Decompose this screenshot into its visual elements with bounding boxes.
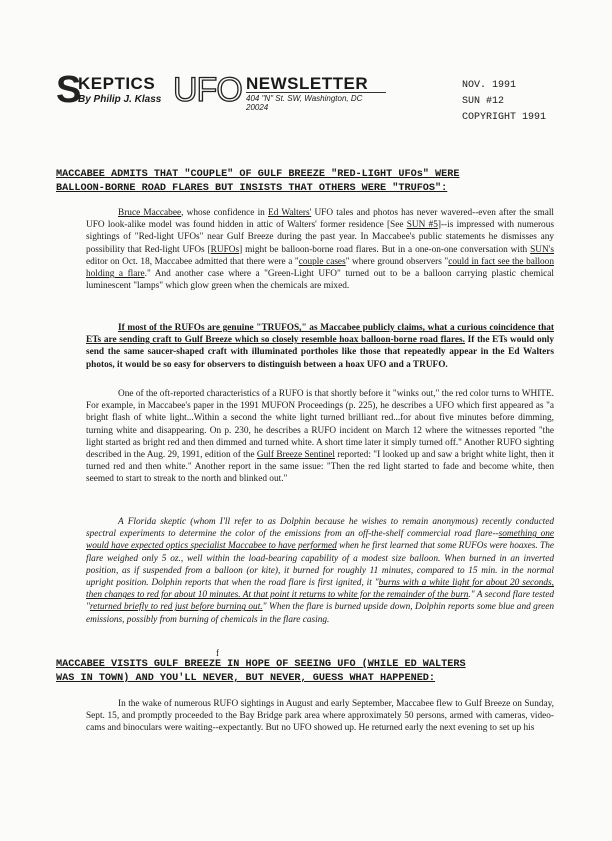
headline-2-line-2: WAS IN TOWN) AND YOU'LL NEVER, BUT NEVER, GUESS WHAT HAPPENED:	[56, 673, 436, 684]
issue-info	[462, 78, 546, 126]
masthead-byline: By Philip J. Klass	[78, 94, 162, 105]
paragraph-maccabee-visit: In the wake of numerous RUFO sightings in August and early September, Maccabee flew to Gulf Breeze on Sunday, Sept. 15, and promptly proceeded to the Bay Bridge park area where approximately 50 persons, armed with cameras, video-cams and binoculars were waiting--expectantly. But no UFO showed up. He returned early the next evening to set up his	[86, 699, 554, 734]
headline-2-line-1: MACCABEE VISITS GULF BREEZE IN HOPE OF SEEING UFO (WHILE ED WALTERS	[56, 659, 466, 670]
headline-2	[56, 658, 558, 686]
paragraph-maccabee-intro: Bruce Maccabee, whose confidence in Ed Walters' UFO tales and photos has never wavered--even after the small UFO look-alike model was found hidden in attic of Walters' former residence [See SUN #5]--is impressed with numerous sightings of "Red-light UFOs" near Gulf Breeze during the past year. In Maccabee's public statements he dismisses any possibility that Red-light UFOs [RUFOs] might be balloon-borne road flares. But in a one-on-one conversation with SUN's editor on Oct. 18, Maccabee admitted that there were a "couple cases" where ground observers "could in fact see the balloon holding a flare." And another case where a "Green-Light UFO" turned out to be a balloon carrying plastic chemical luminescent "lamps" which glow green when the chemicals are mixed.	[86, 208, 555, 292]
masthead-big-s: S	[56, 69, 82, 111]
masthead-rule	[246, 92, 386, 93]
headline-1-line-1: MACCABEE ADMITS THAT "COUPLE" OF GULF BREEZE "RED-LIGHT UFOs" WERE	[56, 169, 460, 180]
stray-mark: f	[216, 648, 219, 658]
masthead	[56, 70, 386, 116]
masthead-address: 404 "N" St. SW, Washington, DC 20024	[246, 94, 363, 112]
issue-copyright: COPYRIGHT 1991	[462, 112, 547, 123]
paragraph-red-to-white: One of the oft-reported characteristics of a RUFO is that shortly before it "winks out," the red color turns to WHITE. For example, in Maccabee's paper in the 1991 MUFON Proceedings (p. 225), he describes a UFO which first appeared as "a bright flash of white light...Within a second the white light turned brilliant red...for about five minutes before dimming, turning white and disappearing. On p. 230, he describes a RUFO incident on March 12 where the witnesses reported "the light started as bright red and then dimmed and turned white. A short time later it simply turned off." Another RUFO sighting described in the Aug. 29, 1991, edition of the Gulf Breeze Sentinel reported: "I looked up and saw a bright white light, then it turned red and then white." Another report in the same issue: "Then the red light started to fade and become white, then seemed to start to streak to the north and blinked out."	[86, 389, 554, 485]
issue-number: SUN #12	[462, 96, 505, 107]
masthead-skeptics: KEPTICS	[78, 74, 156, 93]
paragraph-dolphin-experiment: A Florida skeptic (whom I'll refer to as Dolphin because he wishes to remain anonymous) recently conducted spectral experiments to determine the color of the emissions from an off-the-shelf commercial road flare--something one would have expected optics specialist Maccabee to have performed when he first learned that some RUFOs were hoaxes. The flare weighed only 5 oz., well within the load-bearing capability of a modest size balloon. When burned in an inverted position, as if suspended from a balloon (or kite), it burned for roughly 11 minutes, compared to 15 min. in the normal upright position. Dolphin reports that when the road flare is first ignited, it "burns with a white light for about 20 seconds, then changes to red for about 10 minutes. At that point it returns to white for the remainder of the burn." A second flare tested "returned briefly to red just before burning out." When the flare is burned upside down, Dolphin reports some blue and green emissions, possibly from burning of chemicals in the flare casing.	[86, 517, 555, 625]
p1-name: Bruce Maccabee	[118, 208, 182, 218]
masthead-ufo: UFO	[173, 71, 242, 109]
issue-date: NOV. 1991	[462, 80, 517, 91]
headline-1	[56, 168, 558, 196]
headline-1-line-2: BALLOON-BORNE ROAD FLARES BUT INSISTS THAT OTHERS WERE "TRUFOS":	[56, 183, 448, 194]
masthead-newsletter: NEWSLETTER	[246, 74, 369, 93]
paragraph-coincidence: If most of the RUFOs are genuine "TRUFOS," as Maccabee publicly claims, what a curious coincidence that ETs are sending craft to Gulf Breeze which so closely resemble hoax balloon-borne road flares. If the ETs would only send the same saucer-shaped craft with illuminated portholes like those that repeatedly appear in the Ed Walters photos, it would be so easy for observers to distinguish between a hoax UFO and a TRUFO.	[86, 323, 555, 370]
